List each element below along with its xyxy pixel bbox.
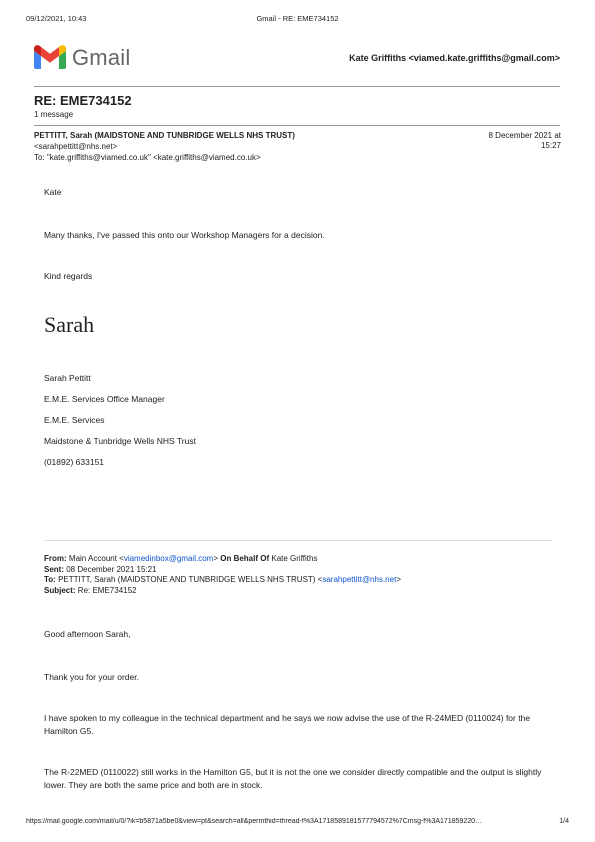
signature-phone: (01892) 633151 (44, 457, 105, 467)
quoted-to-after: > (396, 575, 401, 584)
quoted-on-behalf-label: On Behalf Of (220, 554, 270, 563)
quoted-greeting: Good afternoon Sarah, (44, 629, 131, 639)
gmail-logo (34, 44, 174, 70)
signature-organization: Maidstone & Tunbridge Wells NHS Trust (44, 436, 196, 446)
print-url: https://mail.google.com/mail/u/0/?ik=b5871a5be0&view=pt&search=all&permthid=thread-f%3A1718589181577794572%7Cmsg-f%3A171859220… (26, 818, 483, 825)
print-datetime: 09/12/2021, 10:43 (26, 14, 87, 23)
quoted-paragraph-2: I have spoken to my colleague in the technical department and he says we now advise the use of the R-24MED (0110024) for the Hamilton G5. (44, 713, 531, 736)
message-date-line1: 8 December 2021 at (488, 131, 561, 140)
print-page-number: 1/4 (559, 818, 569, 825)
quoted-on-behalf-value: Kate Griffiths (271, 554, 318, 563)
quoted-from-value: Main Account < (68, 554, 124, 563)
sender-name: PETTITT, Sarah (MAIDSTONE AND TUNBRIDGE WELLS NHS TRUST) (34, 131, 295, 140)
thread-subject: RE: EME734152 (34, 93, 132, 108)
greeting: Kate (44, 187, 62, 197)
quoted-subject-label: Subject: (44, 585, 76, 595)
quoted-paragraph-1: Thank you for your order. (44, 672, 139, 682)
signature-title: E.M.E. Services Office Manager (44, 394, 165, 404)
quoted-subject-value: Re: EME734152 (77, 585, 137, 595)
handwritten-signature: Sarah (44, 312, 95, 337)
quoted-sent-value: 08 December 2021 15:21 (66, 564, 157, 574)
recipient-line: To: "kate.griffiths@viamed.co.uk" <kate.griffiths@viamed.co.uk> (34, 153, 261, 162)
quoted-subject-line (44, 586, 554, 597)
quoted-from-label: From: (44, 554, 67, 563)
quote-divider (44, 540, 552, 541)
closing: Kind regards (44, 271, 93, 281)
subject-divider (34, 125, 560, 126)
quoted-sent-line (44, 565, 554, 576)
quoted-to-value: PETTITT, Sarah (MAIDSTONE AND TUNBRIDGE WELLS NHS TRUST) < (58, 575, 323, 584)
quoted-header (44, 554, 554, 596)
gmail-wordmark: Gmail (72, 45, 131, 70)
quoted-to-email-link[interactable]: sarahpettitt@nhs.net (322, 575, 397, 584)
account-label: Kate Griffiths <viamed.kate.griffiths@gmail.com> (349, 53, 560, 63)
message-date (489, 131, 562, 151)
quoted-from-email-link[interactable]: viamedinbox@gmail.com (123, 554, 214, 563)
quoted-paragraph-3: The R-22MED (0110022) still works in the Hamilton G5, but it is not the one we consider directly compatible and the output is slightly lower. They are both the same price and both are in stock. (44, 767, 542, 790)
signature-department: E.M.E. Services (44, 415, 105, 425)
print-page-title: Gmail - RE: EME734152 (256, 14, 339, 23)
quoted-to-label: To: (44, 575, 56, 584)
gmail-m-icon (34, 45, 66, 69)
quoted-to-line (44, 575, 554, 586)
quoted-sent-label: Sent: (44, 564, 64, 574)
signature-name: Sarah Pettitt (44, 373, 91, 383)
body-paragraph: Many thanks, I've passed this onto our Workshop Managers for a decision. (44, 230, 325, 240)
header-divider (34, 86, 560, 87)
message-count: 1 message (34, 110, 74, 119)
sender-email: <sarahpettitt@nhs.net> (34, 142, 118, 151)
quoted-from-line (44, 554, 554, 565)
quoted-from-after: > (213, 554, 218, 563)
message-date-line2: 15:27 (540, 141, 561, 150)
